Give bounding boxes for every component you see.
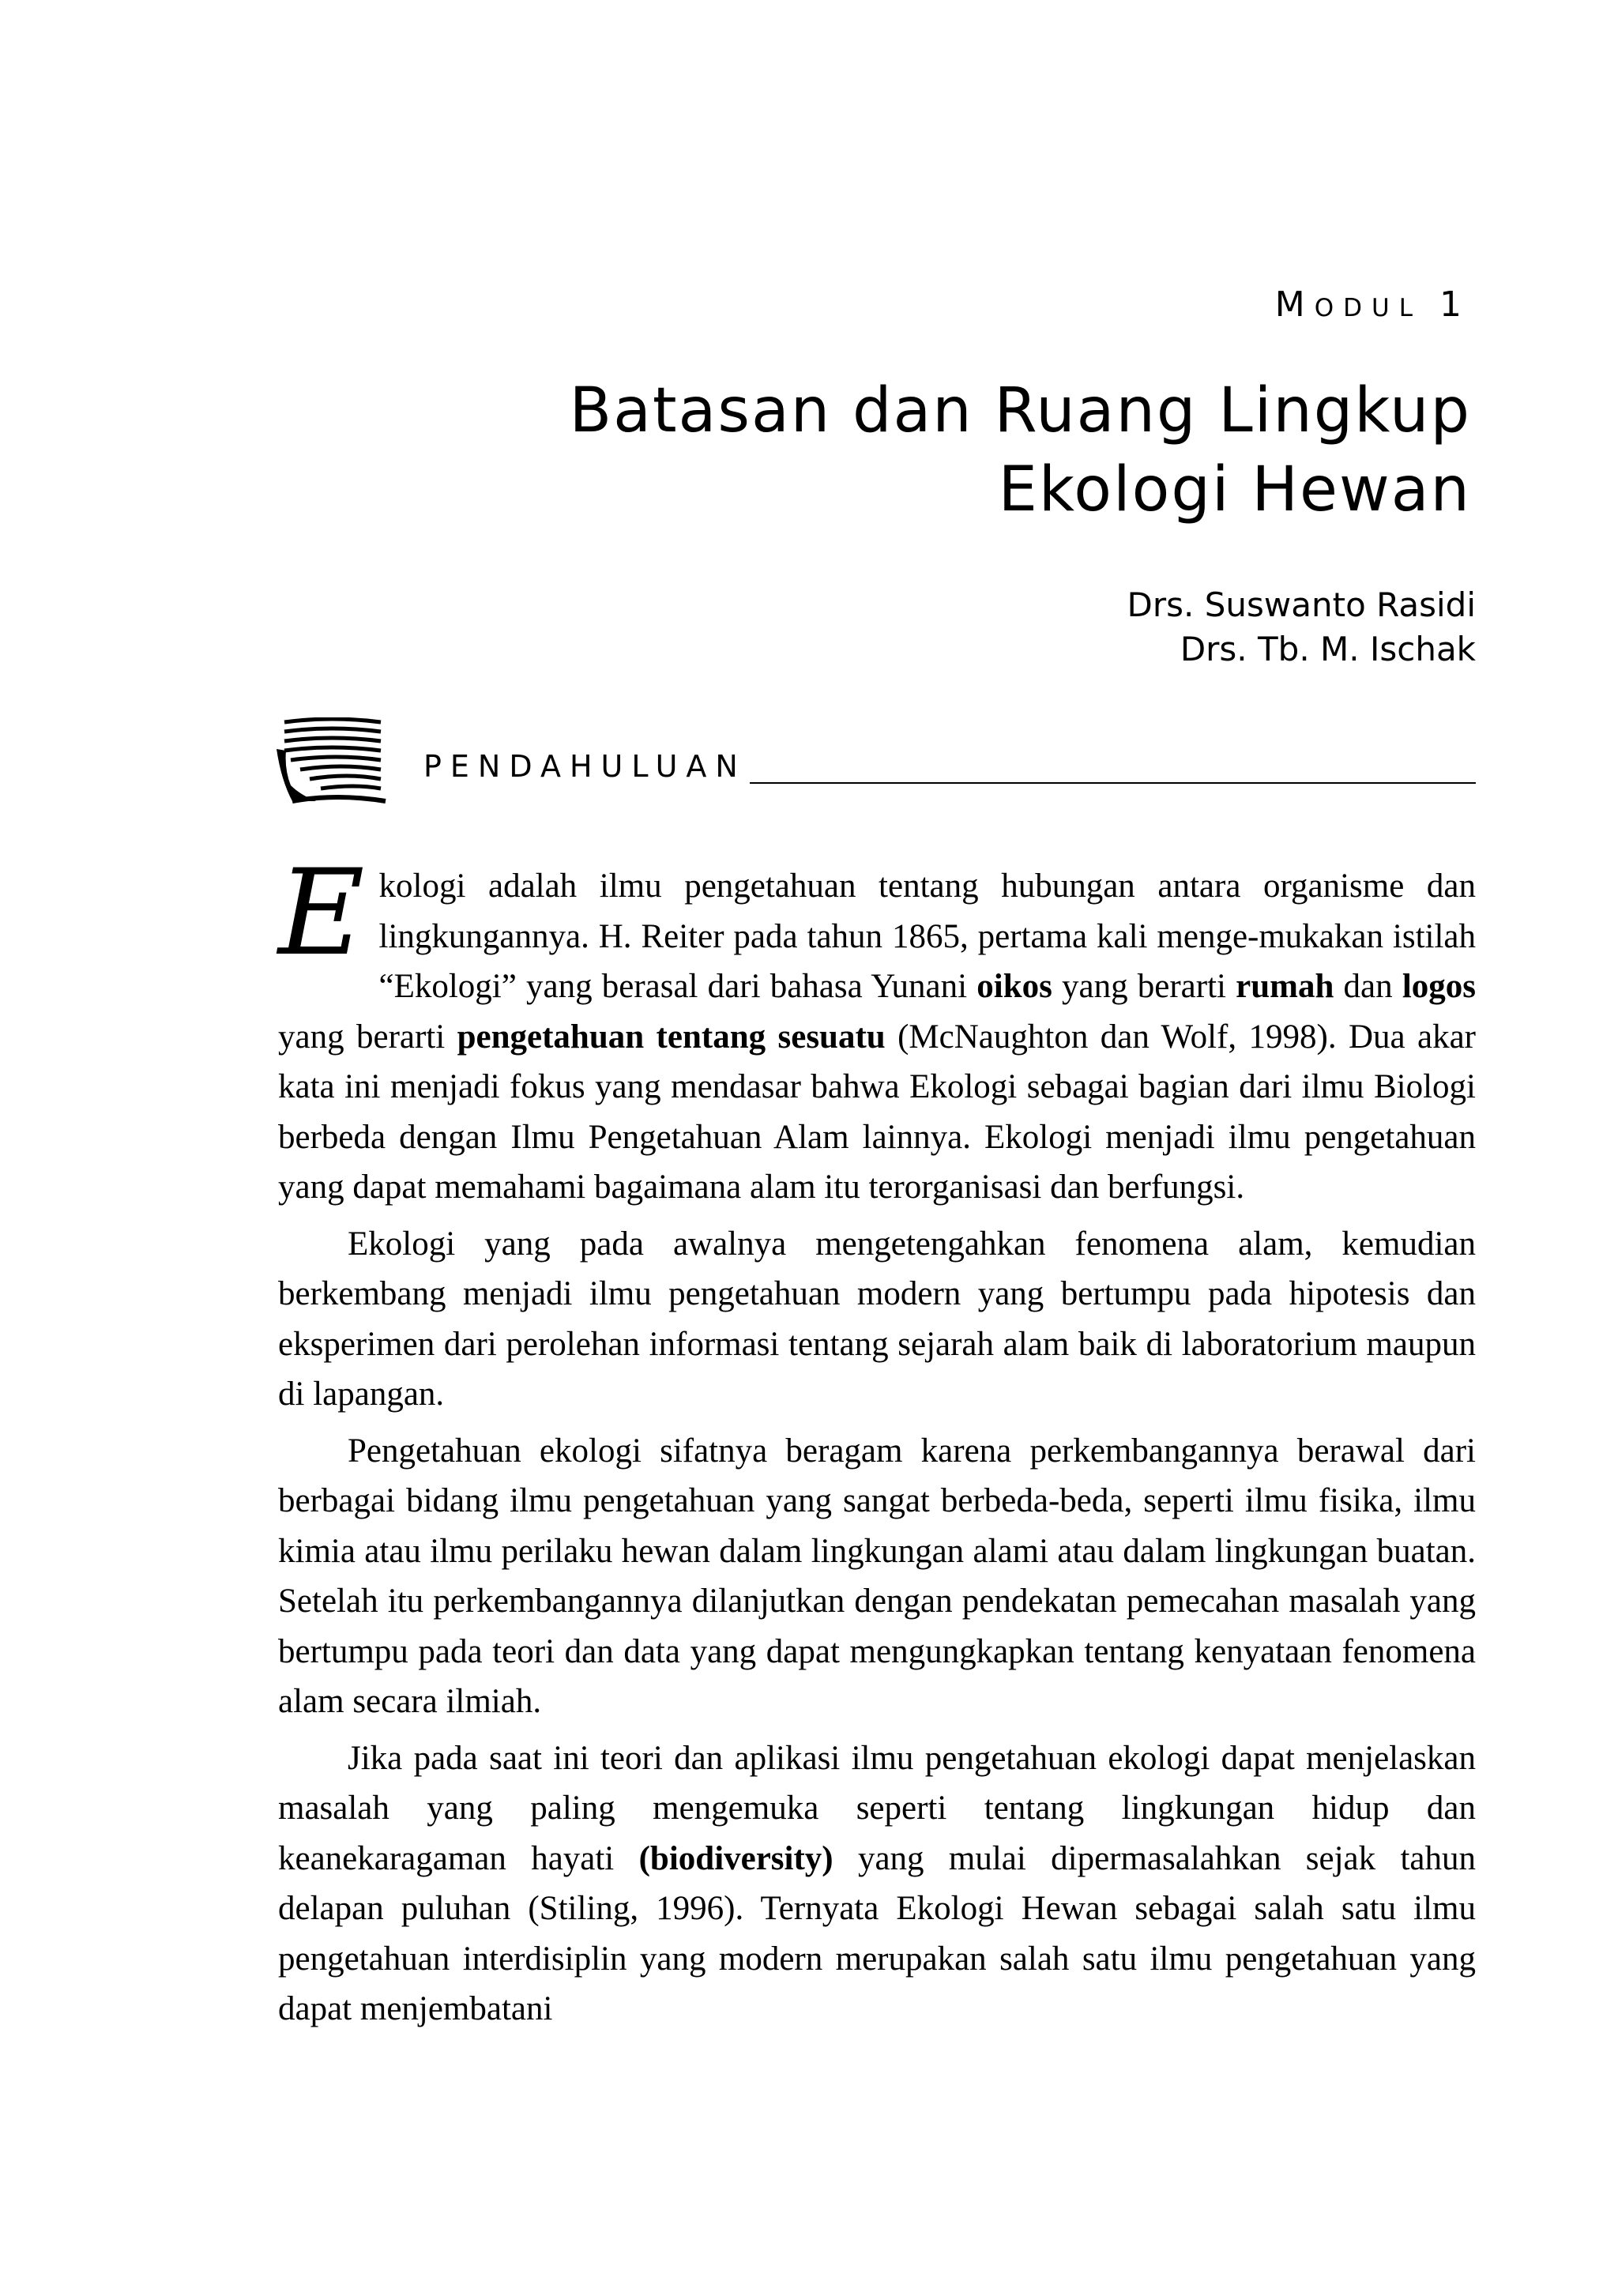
body-text [278,845,1476,2041]
author-1: Drs. Suswanto Rasidi [1127,585,1476,624]
page-title [365,371,1471,529]
open-book-icon [273,717,390,804]
paragraph-2: Ekologi yang pada awalnya mengetengahkan fenomena alam, kemudian berkembang menjadi ilmu pengetahuan modern yang bertumpu pada hipotesis dan eksperimen dari perolehan informasi tentang sejarah alam baik di laboratorium maupun di lapangan. [278,1225,1476,1413]
term-pengetahuan: pengetahuan tentang sesuatu [457,1018,886,1056]
paragraph-3: Pengetahuan ekologi sifatnya beragam karena perkembangannya berawal dari berbagai bidang ilmu pengetahuan yang sangat berbeda-beda, seperti ilmu fisika, ilmu kimia atau ilmu perilaku hewan dalam lingkungan alami atau dalam lingkungan buatan. Setelah itu perkembangannya dilanjutkan dengan pendekatan pemecahan masalah yang bertumpu pada teori dan data yang dapat mengungkapkan tentang kenyataan fenomena alam secara ilmiah. [278,1432,1476,1720]
author-2: Drs. Tb. M. Ischak [1180,630,1476,668]
text-run: dan [1334,968,1402,1005]
term-rumah: rumah [1236,968,1334,1005]
drop-cap: E [278,845,365,982]
term-biodiversity: (biodiversity) [638,1839,833,1877]
section-heading [273,717,1476,804]
module-word: Modul [1274,284,1422,325]
module-number: 1 [1439,284,1471,325]
section-label: PENDAHULUAN [423,749,750,784]
author-block [1127,583,1476,672]
text-run: kologi adalah ilmu pengetahuan tentang hubungan antara organisme dan lingkungannya. H. Reiter pada tahun 1865, pertama kali menge-mukakan istilah “Ekologi” yang berasal dari bahasa Yunani [378,868,1476,1005]
title-line-2: Ekologi Hewan [998,454,1471,525]
term-logos: logos [1402,968,1476,1005]
term-oikos: oikos [976,968,1052,1005]
paragraph-1 [278,845,1476,1213]
text-run: Jika pada saat ini teori dan aplikasi ilmu pengetahuan ekologi dapat menjelaskan masalah yang paling mengemuka seperti tentang lingkungan hidup dan keanekaragaman hayati [278,1739,1476,1877]
text-run: yang berarti [278,1018,457,1056]
text-run: (McNaughton dan Wolf, 1998). Dua akar kata ini menjadi fokus yang mendasar bahwa Ekologi sebagai bagian dari ilmu Biologi berbeda dengan Ilmu Pengetahuan Alam lainnya. Ekologi menjadi ilmu pengetahuan yang dapat memahami bagaimana alam itu terorganisasi dan berfungsi. [278,1018,1476,1206]
text-run: yang mulai dipermasalahkan sejak tahun delapan puluhan (Stiling, 1996). Ternyata Ekologi Hewan sebagai salah satu ilmu pengetahuan interdisiplin yang modern merupakan salah satu ilmu pengetahuan yang dapat menjembatani [278,1839,1476,2027]
text-run: yang berarti [1052,968,1236,1005]
module-label [1275,284,1471,325]
paragraph-4 [278,1733,1476,2034]
title-line-1: Batasan dan Ruang Lingkup [569,375,1471,446]
